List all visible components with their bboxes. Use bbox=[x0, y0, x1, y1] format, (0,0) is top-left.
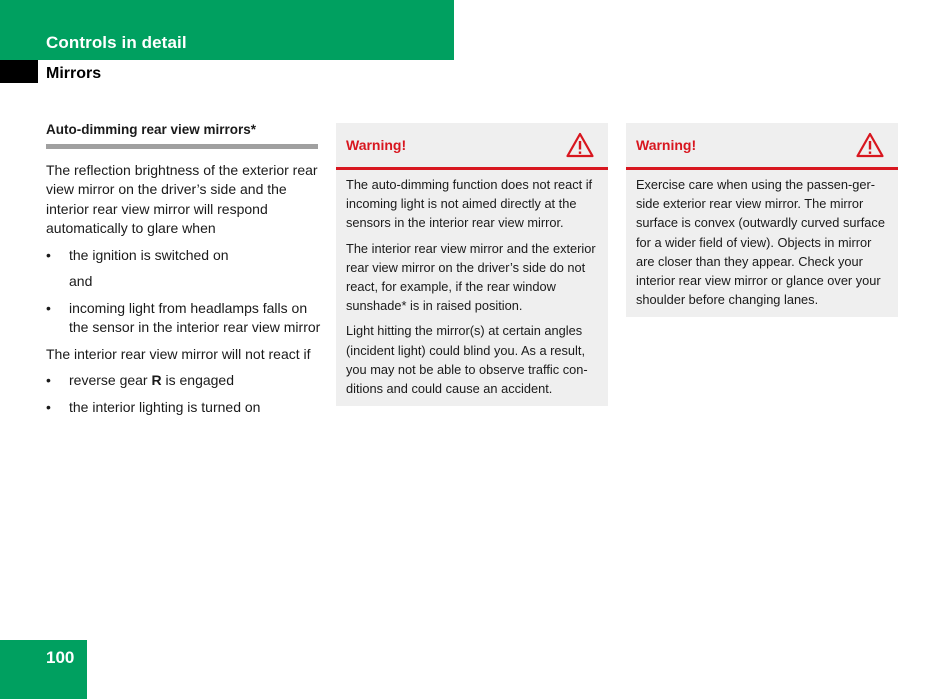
and-text: and bbox=[69, 273, 93, 289]
list-item-text: incoming light from headlamps falls on the sensor in the interior rear view mirror bbox=[69, 299, 321, 335]
warning-title: Warning! bbox=[346, 137, 407, 153]
intro-paragraph: The reflection brightness of the exterior rear view mirror on the driver’s side and the interior rear view mirror will respond automatically to glare when bbox=[46, 161, 318, 236]
subheading: Auto-dimming rear view mirrors* bbox=[46, 120, 318, 149]
list-item bbox=[46, 398, 322, 418]
warning-paragraph: Exercise care when using the passen-ger-side exterior rear view mirror. The mirror surface is convex (outwardly curved surface for a wider field of view). Objects in mirror are closer than they appear. Check your interior rear view mirror or glance over your shoulder before changing lanes. bbox=[636, 177, 885, 308]
main-text-column bbox=[46, 120, 322, 417]
warning-paragraph: The auto-dimming function does not react if incoming light is not aimed directly at the sensors in the interior rear view mirror. bbox=[346, 177, 593, 231]
gear-key: R bbox=[151, 372, 162, 388]
list-item bbox=[46, 299, 322, 338]
bullet-icon: • bbox=[46, 372, 51, 388]
bullet-icon: • bbox=[46, 299, 51, 316]
header-band bbox=[0, 0, 454, 60]
warning-triangle-icon bbox=[566, 132, 594, 158]
warning-box-auto-dimming bbox=[336, 123, 608, 406]
warning-body bbox=[336, 170, 608, 406]
list-item-text: the ignition is switched on bbox=[69, 246, 229, 263]
list-item bbox=[46, 371, 322, 391]
warning-paragraph: The interior rear view mirror and the exterior rear view mirror on the driver’s side do not react, for example, if the rear window sunshade* is in raised position. bbox=[346, 240, 596, 314]
section-title: Mirrors bbox=[46, 65, 102, 82]
page-number: 100 bbox=[46, 648, 75, 667]
section-tab-marker bbox=[0, 60, 38, 83]
warning-paragraph: Light hitting the mirror(s) at certain angles (incident light) could blind you. As a result, you may not be able to observe traffic con-ditions and could cause an accident. bbox=[346, 323, 588, 397]
warning-triangle-icon bbox=[856, 132, 884, 158]
warning-header bbox=[626, 123, 898, 170]
list-item-text: reverse gear R is engaged bbox=[69, 372, 235, 388]
no-react-paragraph: The interior rear view mirror will not react if bbox=[46, 345, 311, 362]
page-number-box bbox=[0, 640, 87, 699]
warning-header bbox=[336, 123, 608, 170]
chapter-title: Controls in detail bbox=[46, 33, 187, 52]
bullet-icon: • bbox=[46, 398, 51, 415]
list-item bbox=[46, 246, 322, 266]
warning-box-passenger-mirror bbox=[626, 123, 898, 317]
list-item-text: the interior lighting is turned on bbox=[69, 398, 261, 415]
warning-body bbox=[626, 170, 898, 317]
warning-title: Warning! bbox=[636, 137, 697, 153]
bullet-icon: • bbox=[46, 246, 51, 263]
